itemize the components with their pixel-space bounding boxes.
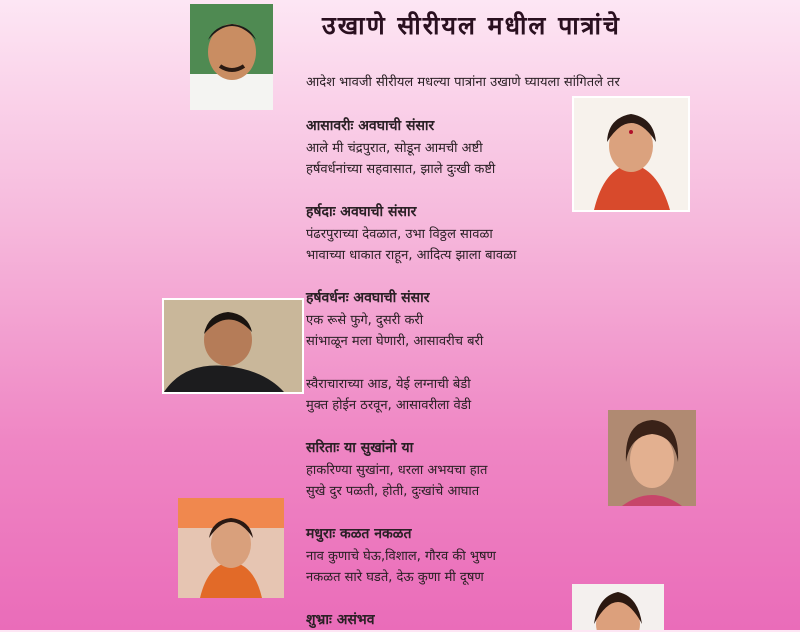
- verse-shubhra: [306, 610, 374, 632]
- verse-line: हर्षवर्धनांच्या सहवासात, झाले दुःखी कष्टी: [306, 162, 496, 177]
- verse-line: भावाच्या धाकात राहून, आदित्य झाला बावळा: [306, 248, 517, 263]
- verse-line: स्वैराचाराच्या आड, येई लग्नाची बेडी: [306, 377, 471, 392]
- portrait-photo-shubhra: [572, 584, 664, 630]
- verse-heading: हर्षवर्धनः अवघाची संसार: [306, 290, 430, 306]
- verse-line: सांभाळून मला घेणारी, आसावरीच बरी: [306, 334, 484, 349]
- verse-heading: मधुराः कळत नकळत: [306, 526, 412, 542]
- intro-text: आदेश भावजी सीरीयल मधल्या पात्रांना उखाणे घ्यायला सांगितले तर: [306, 75, 620, 90]
- portrait-photo-man: [190, 4, 273, 110]
- verse-sarita: [306, 438, 487, 502]
- portrait-photo-sarita: [608, 410, 696, 506]
- verse-line: एक रूसे फुगे, दुसरी करी: [306, 313, 424, 328]
- page-title: उखाणे सीरीयल मधील पात्रांचे: [322, 11, 621, 40]
- verse-heading: सरिताः या सुखांनो या: [306, 440, 414, 456]
- verse-asavari: [306, 116, 495, 180]
- verse-harshvardhan-2: [306, 374, 471, 416]
- verse-line: सुखे दुर पळती, होती, दुःखांचे आघात: [306, 484, 480, 499]
- portrait-photo-asavari: [572, 96, 690, 212]
- verse-madhura: [306, 524, 496, 588]
- verse-heading: हर्षदाः अवघाची संसार: [306, 204, 417, 220]
- verse-line: मुक्त होईन ठरवून, आसावरीला वेडी: [306, 398, 472, 413]
- verse-heading: आसावरीः अवघाची संसार: [306, 118, 435, 134]
- verse-line: आले मी चंद्रपुरात, सोडून आमची अष्टी: [306, 141, 483, 156]
- verse-line: हाकरिण्या सुखांना, धरला अभयचा हात: [306, 463, 488, 478]
- verse-line: नाव कुणाचे घेऊ,विशाल, गौरव की भुषण: [306, 549, 496, 564]
- verse-line: पंढरपुराच्या देवळात, उभा विठ्ठल सावळा: [306, 227, 493, 242]
- verse-harshvardhan: [306, 288, 483, 352]
- portrait-photo-harshvardhan: [162, 298, 304, 394]
- verse-heading: शुभ्राः असंभव: [306, 612, 375, 628]
- verse-line: नकळत सारे घडते, देऊ कुणा मी दूषण: [306, 570, 484, 585]
- portrait-photo-madhura: [178, 498, 284, 598]
- verse-harshada: [306, 202, 516, 266]
